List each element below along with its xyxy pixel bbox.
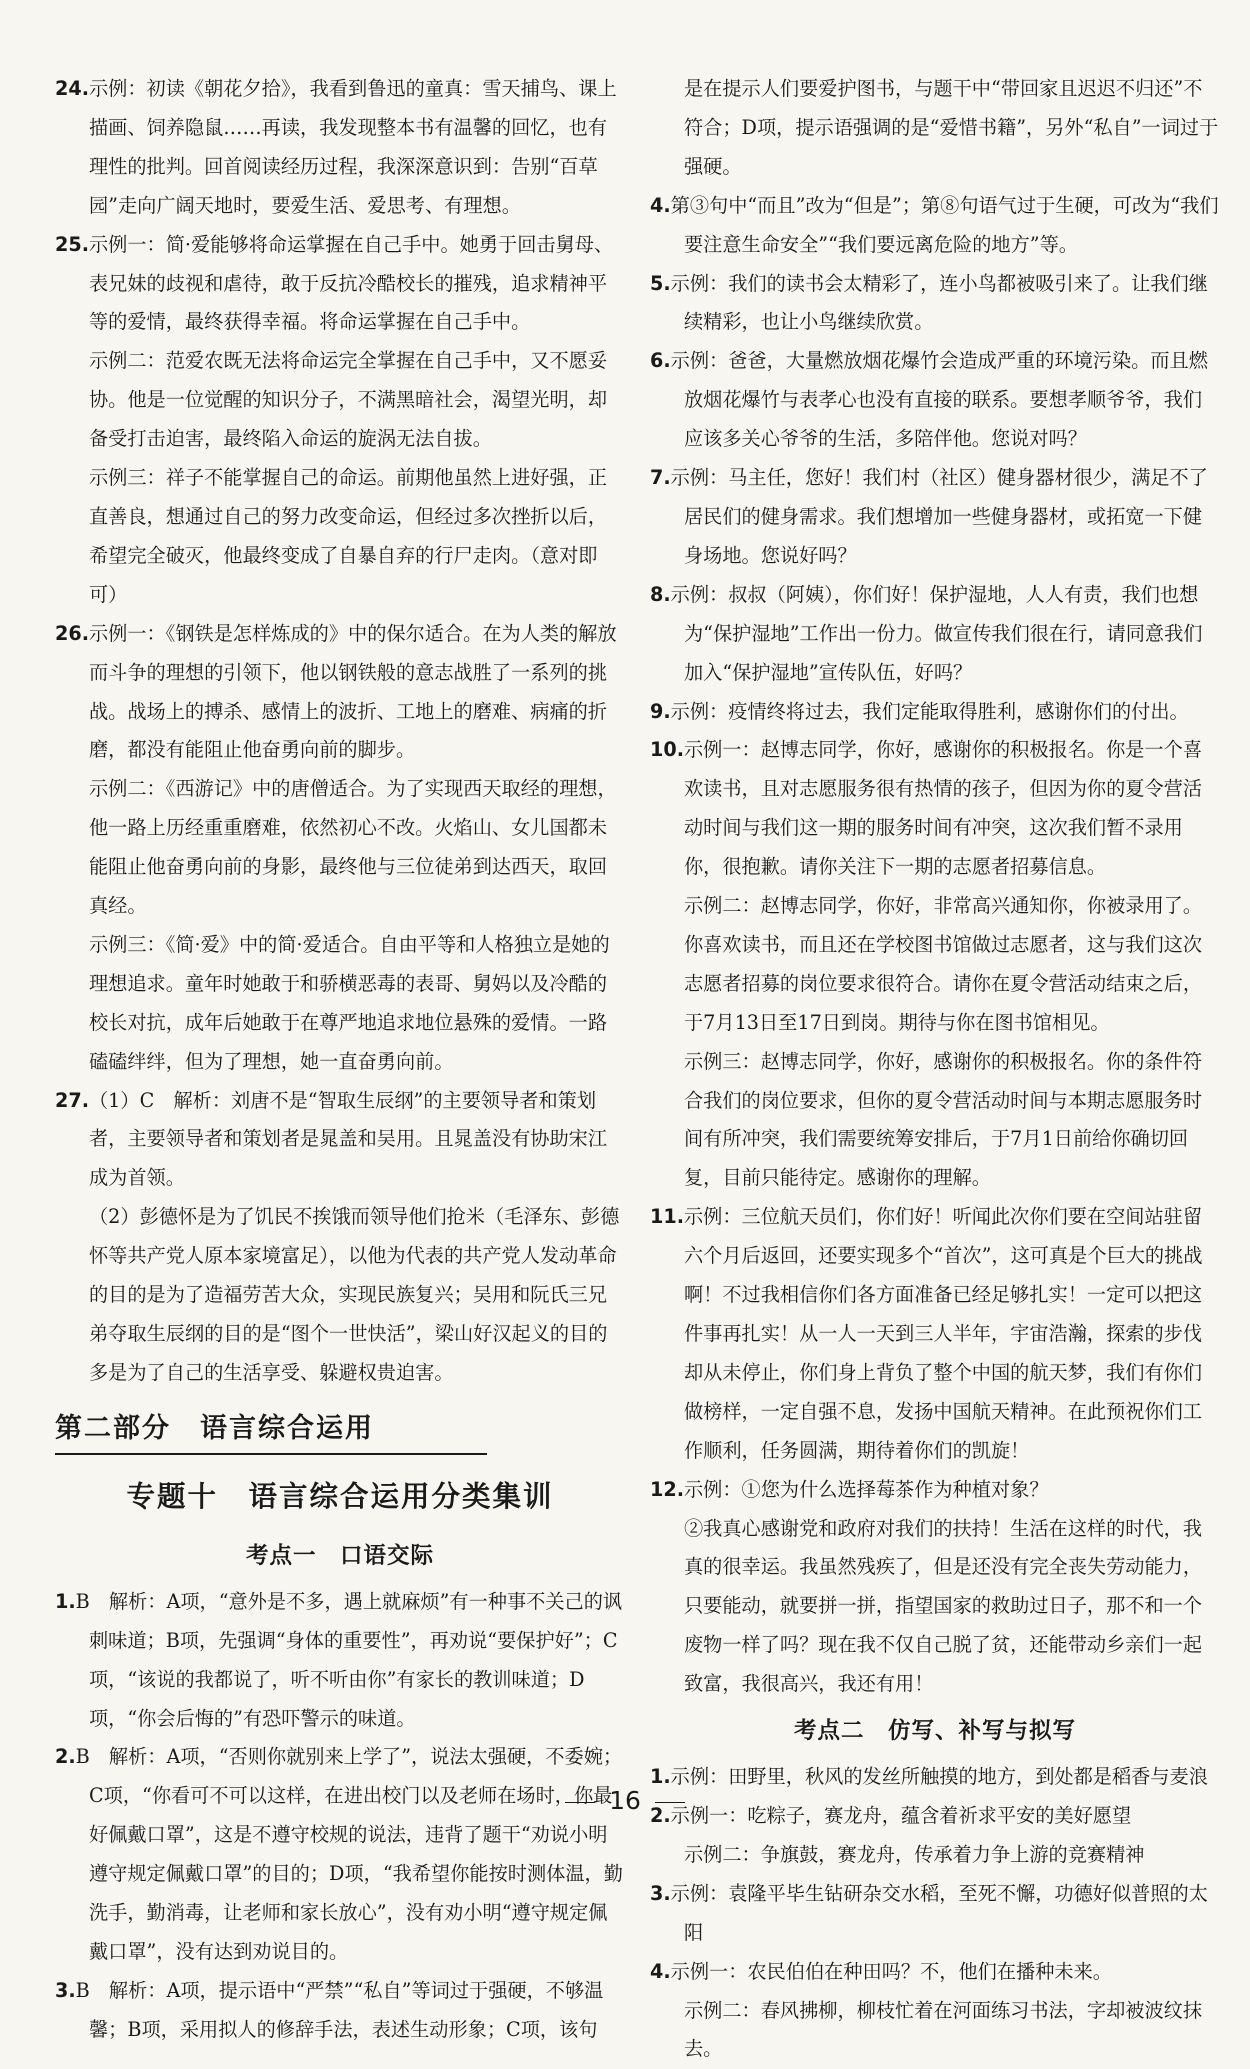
answer-subitem: 示例二：春风拂柳，柳枝忙着在河面练习书法，字却被波纹抹去。	[650, 1992, 1220, 2069]
answer-text: 示例：爸爸，大量燃放烟花爆竹会造成严重的环境污染。而且燃放烟花爆竹与表孝心也没有直接的联系。要想孝顺爷爷，我们应该多关心爷爷的生活，多陪伴他。您说对吗？	[671, 349, 1208, 450]
answer-subitem: 示例二：《西游记》中的唐僧适合。为了实现西天取经的理想，他一路上历经重重磨难，依然初心不改。火焰山、女儿国都未能阻止他奋勇向前的身影，最终他与三位徒弟到达西天，取回真经。	[55, 770, 625, 926]
answer-text: 示例：田野里，秋风的发丝所触摸的地方，到处都是稻香与麦浪	[671, 1765, 1208, 1788]
answer-item	[650, 1471, 1220, 1510]
answer-number: 25.	[55, 233, 89, 256]
answer-text: 第③句中“而且”改为“但是”；第⑧句语气过于生硬，可改为“我们要注意生命安全”“我们要远离危险的地方”等。	[671, 194, 1219, 256]
footer-dash-right	[655, 1802, 685, 1803]
answer-number: 2.	[650, 1804, 671, 1827]
topic-title: 专题十 语言综合运用分类集训	[55, 1465, 625, 1529]
answer-list-oral-cont	[650, 187, 1220, 1704]
answer-item	[650, 731, 1220, 887]
answer-subitem: 示例三：赵博志同学，你好，感谢你的积极报名。你的条件符合我们的岗位要求，但你的夏令营活动时间与本期志愿服务时间有所冲突，我们需要统筹安排后，于7月1日前给你确切回复，目前只能待定。感谢你的理解。	[650, 1043, 1220, 1199]
answer-text: B 解析：A项，提示语中“严禁”“私自”等词过于强硬，不够温馨；B项，采用拟人的修辞手法，表述生动形象；C项，该句	[76, 1979, 604, 2041]
section-title-writing: 考点二 仿写、补写与拟写	[650, 1704, 1220, 1758]
answer-number: 3.	[650, 1882, 671, 1905]
section-title-oral: 考点一 口语交际	[55, 1529, 625, 1583]
answer-number: 26.	[55, 622, 89, 645]
answer-item	[55, 1738, 625, 1971]
answer-subitem: 示例三：《简·爱》中的简·爱适合。自由平等和人格独立是她的理想追求。童年时她敢于和骄横恶毒的表哥、舅妈以及冷酷的校长对抗，成年后她敢于在尊严地追求地位悬殊的爱情。一路磕磕绊绊，但为了理想，她一直奋勇向前。	[55, 926, 625, 1082]
answer-number: 12.	[650, 1478, 684, 1501]
answer-text: 示例一：简·爱能够将命运掌握在自己手中。她勇于回击舅母、表兄妹的歧视和虐待，敢于反抗冷酷校长的摧残，追求精神平等的爱情，最终获得幸福。将命运掌握在自己手中。	[89, 233, 613, 334]
answer-text: 示例：马主任，您好！我们村（社区）健身器材很少，满足不了居民们的健身需求。我们想增加一些健身器材，或拓宽一下健身场地。您说好吗？	[671, 466, 1208, 567]
answer-item	[650, 576, 1220, 693]
answer-number: 5.	[650, 272, 671, 295]
answer-subitem: 示例二：争旗鼓，赛龙舟，传承着力争上游的竞赛精神	[650, 1836, 1220, 1875]
answer-item	[55, 1082, 625, 1199]
answer-number: 27.	[55, 1089, 89, 1112]
right-column	[650, 70, 1220, 2069]
answer-number: 3.	[55, 1979, 76, 2002]
continued-answer: 是在提示人们要爱护图书，与题干中“带回家且迟迟不归还”不符合；D项，提示语强调的是“爱惜书籍”，另外“私自”一词过于强硬。	[650, 70, 1220, 187]
answer-text: 示例：叔叔（阿姨），你们好！保护湿地，人人有责，我们也想为“保护湿地”工作出一份力。做宣传我们很在行，请同意我们加入“保护湿地”宣传队伍，好吗？	[671, 583, 1203, 684]
answer-item	[55, 615, 625, 771]
answer-text: （1）C 解析：刘唐不是“智取生辰纲”的主要领导者和策划者，主要领导者和策划者是晁盖和吴用。且晁盖没有协助宋江成为首领。	[89, 1089, 607, 1190]
page-number-footer	[0, 1786, 1250, 1815]
answer-number: 2.	[55, 1745, 76, 1768]
answer-number: 11.	[650, 1205, 684, 1228]
answer-text: 示例：疫情终将过去，我们定能取得胜利，感谢你们的付出。	[671, 700, 1189, 723]
answer-item	[650, 459, 1220, 576]
answer-item	[55, 1583, 625, 1739]
left-column	[55, 70, 625, 2050]
answer-list-reading	[55, 70, 625, 1393]
answer-text: B 解析：A项，“意外是不多，遇上就麻烦”有一种事不关己的讽刺味道；B项，先强调“身体的重要性”，再劝说“要保护好”；C项，“该说的我都说了，听不听由你”有家长的教训味道；D项，“你会后悔的”有恐吓警示的味道。	[76, 1590, 622, 1730]
answer-item	[650, 265, 1220, 343]
answer-item	[650, 342, 1220, 459]
answer-number: 9.	[650, 700, 671, 723]
answer-item	[55, 70, 625, 226]
answer-item	[650, 1875, 1220, 1953]
answer-text: 示例：三位航天员们，你们好！听闻此次你们要在空间站驻留六个月后返回，还要实现多个“首次”，这可真是个巨大的挑战啊！不过我相信你们各方面准备已经足够扎实！一定可以把这件事再扎实！从一人一天到三人半年，宇宙浩瀚，探索的步伐却从未停止，你们身上背负了整个中国的航天梦，我们有你们做榜样，一定自强不息，发扬中国航天精神。在此预祝你们工作顺利，任务圆满，期待着你们的凯旋！	[684, 1205, 1203, 1461]
answer-number: 8.	[650, 583, 671, 606]
part-title: 第二部分 语言综合运用	[55, 1405, 487, 1455]
answer-number: 10.	[650, 738, 684, 761]
answer-subitem: 示例二：赵博志同学，你好，非常高兴通知你，你被录用了。你喜欢读书，而且还在学校图书馆做过志愿者，这与我们这次志愿者招募的岗位要求很符合。请你在夏令营活动结束之后，于7月13日至17日到岗。期待与你在图书馆相见。	[650, 887, 1220, 1043]
answer-text: B 解析：A项，“否则你就别来上学了”，说法太强硬，不委婉；C项，“你看可不可以这样，在进出校门以及老师在场时，你最好佩戴口罩”，这是不遵守校规的说法，违背了题干“劝说小明遵守规定佩戴口罩”的目的；D项，“我希望你能按时测体温，勤洗手，勤消毒，让老师和家长放心”，没有劝小明“遵守规定佩戴口罩”，没有达到劝说目的。	[76, 1745, 623, 1963]
answer-text: 示例：初读《朝花夕拾》，我看到鲁迅的童真：雪天捕鸟、课上描画、饲养隐鼠……再读，我发现整本书有温馨的回忆，也有理性的批判。回首阅读经历过程，我深深意识到：告别“百草园”走向广阔天地时，要爱生活、爱思考、有理想。	[89, 77, 617, 217]
answer-number: 24.	[55, 77, 89, 100]
answer-number: 1.	[55, 1590, 76, 1613]
footer-dash-left	[565, 1802, 595, 1803]
answer-text: 示例一：《钢铁是怎样炼成的》中的保尔适合。在为人类的解放而斗争的理想的引领下，他以钢铁般的意志战胜了一系列的挑战。战场上的搏杀、感情上的波折、工地上的磨难、病痛的折磨，都没有能阻止他奋勇向前的脚步。	[89, 622, 617, 762]
answer-subitem: ②我真心感谢党和政府对我们的扶持！生活在这样的时代，我真的很幸运。我虽然残疾了，但是还没有完全丧失劳动能力，只要能动，就要拼一拼，指望国家的救助过日子，那不和一个废物一样了吗？现在我不仅自己脱了贫，还能带动乡亲们一起致富，我很高兴，我还有用！	[650, 1510, 1220, 1705]
answer-number: 7.	[650, 466, 671, 489]
answer-text: 示例：①您为什么选择莓茶作为种植对象？	[684, 1478, 1049, 1501]
answer-text: 示例一：农民伯伯在种田吗？不，他们在播种未来。	[671, 1960, 1112, 1983]
answer-item	[55, 1972, 625, 2050]
answer-list-oral	[55, 1583, 625, 2050]
answer-number: 6.	[650, 349, 671, 372]
answer-item	[650, 1953, 1220, 1992]
answer-subitem: 示例三：祥子不能掌握自己的命运。前期他虽然上进好强，正直善良，想通过自己的努力改变命运，但经过多次挫折以后，希望完全破灭，他最终变成了自暴自弃的行尸走肉。（意对即可）	[55, 459, 625, 615]
page-number: 16	[609, 1786, 641, 1815]
answer-item	[650, 187, 1220, 265]
answer-number: 4.	[650, 194, 671, 217]
answer-text: 示例：我们的读书会太精彩了，连小鸟都被吸引来了。让我们继续精彩，也让小鸟继续欣赏。	[671, 272, 1208, 334]
answer-number: 1.	[650, 1765, 671, 1788]
answer-number: 4.	[650, 1960, 671, 1983]
answer-text: 示例一：吃粽子，赛龙舟，蕴含着祈求平安的美好愿望	[671, 1804, 1132, 1827]
answer-item	[650, 693, 1220, 732]
answer-subitem: （2）彭德怀是为了饥民不挨饿而领导他们抢米（毛泽东、彭德怀等共产党人原本家境富足），以他为代表的共产党人发动革命的目的是为了造福劳苦大众，实现民族复兴；吴用和阮氏三兄弟夺取生辰纲的目的是“图个一世快活”，梁山好汉起义的目的多是为了自己的生活享受、躲避权贵迫害。	[55, 1198, 625, 1393]
answer-text: 示例一：赵博志同学，你好，感谢你的积极报名。你是一个喜欢读书，且对志愿服务很有热情的孩子，但因为你的夏令营活动时间与我们这一期的服务时间有冲突，这次我们暂不录用你，很抱歉。请你关注下一期的志愿者招募信息。	[684, 738, 1202, 878]
answer-item	[650, 1198, 1220, 1470]
answer-subitem: 示例二：范爱农既无法将命运完全掌握在自己手中，又不愿妥协。他是一位觉醒的知识分子，不满黑暗社会，渴望光明，却备受打击迫害，最终陷入命运的旋涡无法自拔。	[55, 342, 625, 459]
answer-text: 示例：袁隆平毕生钻研杂交水稻，至死不懈，功德好似普照的太阳	[671, 1882, 1208, 1944]
answer-item	[55, 226, 625, 343]
